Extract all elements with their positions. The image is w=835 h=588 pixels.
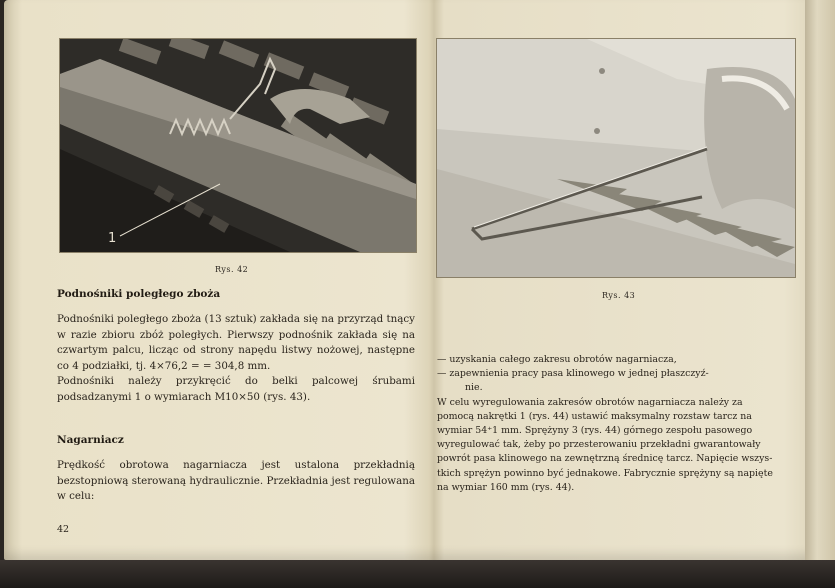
callout-1-label: 1 bbox=[108, 231, 117, 246]
section-heading-lifters: Podnośniki poległego zboża bbox=[57, 288, 221, 300]
background-surface bbox=[0, 560, 835, 588]
page-edge bbox=[805, 0, 835, 588]
text-line: pomocą nakrętki 1 (rys. 44) ustawić maksymalny rozstaw tarcz na bbox=[437, 410, 752, 422]
paragraph-lifters-1: Podnośniki poległego zboża (13 sztuk) zakłada się na przyrząd tnący w razie zbioru zbóż poległych. Pierwszy podnośnik zakłada się na czwartym palcu, licząc od strony napędu listwy nożowej, następne co 4 podziałki, tj. 4×76,2 = = 304,8 mm. bbox=[57, 313, 415, 372]
figure-42-caption: Rys. 42 bbox=[215, 265, 249, 274]
left-body-text bbox=[57, 312, 415, 406]
paragraph-reel-1: Prędkość obrotowa nagarniacza jest ustalona przekładnią bezstopniową sterowaną hydraulicznie. Przekładnia jest regulowana w celu: bbox=[57, 459, 415, 503]
text-line: na wymiar 160 mm (rys. 44). bbox=[437, 481, 575, 493]
figure-43-photo bbox=[436, 38, 796, 278]
paragraph-lifters-2: Podnośniki należy przykręcić do belki palcowej śrubami podsadzanymi 1 o wymiarach M10×50 (rys. 43). bbox=[57, 375, 415, 403]
text-line: — zapewnienia pracy pasa klinowego w jednej płaszczyź- bbox=[437, 368, 709, 380]
figure-43-caption: Rys. 43 bbox=[602, 291, 636, 300]
text-line: wymiar 54⁺1 mm. Sprężyny 3 (rys. 44) górnego zespołu pasowego bbox=[437, 425, 753, 437]
left-body-text-2 bbox=[57, 458, 415, 505]
right-body-text bbox=[437, 353, 797, 495]
text-line: wyregulować tak, żeby po przesterowaniu przekładni gwarantowały bbox=[437, 439, 761, 451]
text-line: W celu wyregulowania zakresów obrotów nagarniacza należy za bbox=[437, 396, 743, 408]
text-line: nie. bbox=[465, 382, 483, 394]
figure-42-photo bbox=[59, 38, 417, 253]
section-heading-reel: Nagarniacz bbox=[57, 434, 124, 446]
text-line: powrót pasa klinowego na zewnętrzną średnicę tarcz. Napięcie wszys- bbox=[437, 453, 773, 465]
text-line: — uzyskania całego zakresu obrotów nagarniacza, bbox=[437, 354, 677, 365]
text-line: tkich sprężyn powinno być jednakowe. Fabrycznie sprężyny są napięte bbox=[437, 467, 773, 479]
page-number: 42 bbox=[57, 524, 70, 535]
